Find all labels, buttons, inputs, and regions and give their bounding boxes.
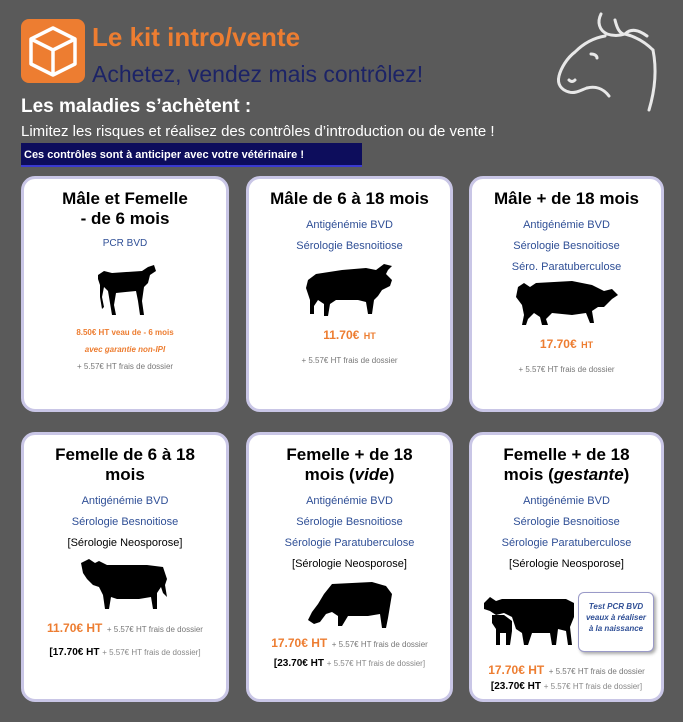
card-title [472,445,661,485]
price-value: 17.70€ [539,337,577,351]
test-item: Antigénémie BVD [523,219,610,231]
card-male-over-18m [469,176,664,412]
optional-test: [Sérologie Neosporose] [67,537,183,549]
bracket-fee: + 5.57€ HT frais de dossier] [543,682,643,691]
section-subheading: Limitez les risques et réalisez des contrôles d’introduction ou de vente ! [21,123,495,140]
card-title-line: Femelle + de 18 [503,445,630,464]
test-item: Sérologie Besnoitiose [513,516,620,528]
card-male-female-under-6m [21,176,229,412]
fee-text: + 5.57€ HT frais de dossier [331,640,428,649]
card-title: Mâle de 6 à 18 mois [270,189,429,208]
card-title [24,445,226,485]
bracket-price-value: [17.70€ HT [49,647,100,658]
warning-banner: Ces contrôles sont à anticiper avec votre vétérinaire ! [21,143,362,167]
title-part: mois ( [503,465,554,484]
test-item: Antigénémie BVD [306,219,393,231]
cow-and-calf-icon [482,593,578,653]
price-value: 11.70€ [323,328,360,342]
bull-icon [302,260,398,320]
price-block [472,661,661,679]
card-female-6-18m [21,432,229,702]
card-title [249,445,450,485]
title-part-italic: vide [354,465,389,484]
fee-text: + 5.57€ HT frais de dossier [106,625,203,634]
fee-text: + 5.57€ HT frais de dossier [301,356,398,365]
optional-test: [Sérologie Neosporose] [292,558,407,570]
bracket-price [24,647,226,658]
card-title-line: Mâle et Femelle [62,189,188,208]
cow-head-icon [553,10,663,125]
price-unit: HT [581,340,594,350]
test-item: Sérologie Paratuberculose [284,537,415,549]
fee-text: + 5.57€ HT frais de dossier [548,667,645,676]
bracket-fee: + 5.57€ HT frais de dossier] [326,659,426,668]
test-item: Sérologie Besnoitiose [513,240,620,252]
test-item: Antigénémie BVD [523,495,610,507]
card-title: Mâle + de 18 mois [493,189,640,208]
section-heading: Les maladies s’achètent : [21,96,252,117]
test-item: Sérologie Besnoitiose [296,516,403,528]
price-block [24,619,226,637]
title-part-italic: gestante [553,465,624,484]
price-block [472,335,661,353]
fee-text: + 5.57€ HT frais de dossier [76,362,174,371]
card-title-line: - de 6 mois [80,209,170,228]
price-note: avec garantie non-IPI [84,345,166,354]
bracket-price [249,658,450,669]
test-item: Antigénémie BVD [306,495,393,507]
card-title [24,189,226,229]
price-value: 17.70€ HT [271,636,328,650]
card-title-line: Femelle de 6 à 18 [55,445,195,464]
card-title-line [472,465,661,485]
note-line: veaux à réaliser [585,613,647,622]
optional-test: [Sérologie Neosporose] [509,558,624,570]
test-item: Sérologie Besnoitiose [296,240,403,252]
card-title-line: Femelle + de 18 [286,445,413,464]
bull-charging-icon [512,277,622,329]
card-female-over-18m-empty [246,432,453,702]
box-logo-icon [21,19,85,83]
title-part: mois ( [304,465,355,484]
calf-icon [90,257,160,322]
price-value: 17.70€ HT [488,663,545,677]
bracket-price-value: [23.70€ HT [273,658,324,669]
test-item: Sérologie Paratuberculose [501,537,632,549]
test-item: Sérologie Besnoitiose [71,516,179,528]
grazing-cow-icon [302,576,398,632]
card-title-line: mois [105,465,145,484]
price-block [249,326,450,344]
page-title: Le kit intro/vente [92,22,301,52]
fee-text: + 5.57€ HT frais de dossier [518,365,615,374]
title-part: ) [388,465,395,484]
price-value: 11.70€ HT [47,621,103,635]
test-item: Séro. Paratuberculose [511,261,622,273]
price-unit: HT [363,331,376,341]
card-female-over-18m-pregnant [469,432,664,702]
test-item: Antigénémie BVD [81,495,169,507]
bracket-fee: + 5.57€ HT frais de dossier] [102,648,201,657]
card-male-6-18m [246,176,453,412]
card-title-line [249,465,450,485]
title-part: ) [623,465,630,484]
test-item: PCR BVD [102,238,148,249]
price-line: 8.50€ HT veau de - 6 mois [76,328,174,337]
cow-icon [77,553,173,615]
page-subtitle: Achetez, vendez mais contrôlez! [92,61,424,87]
price-block [249,634,450,652]
note-line: à la naissance [588,624,644,633]
bracket-price-value: [23.70€ HT [490,681,541,692]
pcr-note [578,592,654,652]
note-line: Test PCR BVD [588,602,644,611]
bracket-price [472,681,661,692]
